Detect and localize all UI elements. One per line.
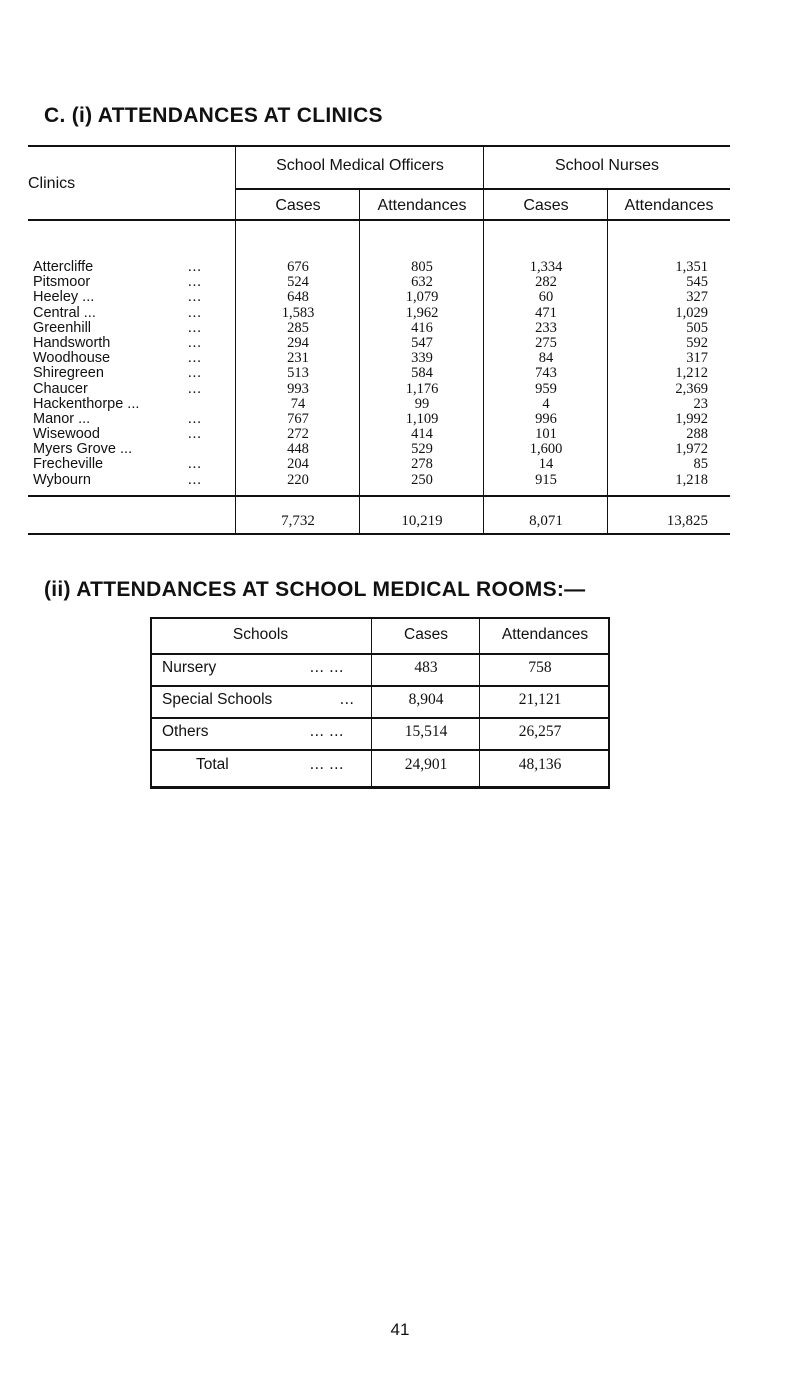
header-clinics: Clinics bbox=[28, 175, 76, 192]
attendances-value: 48,136 bbox=[518, 756, 562, 773]
leader-dots: ... bbox=[188, 380, 202, 397]
leader-dots: ... bbox=[340, 691, 355, 708]
sn-cases: 1,600 bbox=[529, 441, 563, 458]
sn-attendances: 505 bbox=[686, 319, 708, 336]
sn-attendances: 288 bbox=[686, 426, 708, 443]
sn-cases: 233 bbox=[535, 319, 557, 336]
cases-value: 24,901 bbox=[404, 756, 448, 773]
smo-cases: 285 bbox=[287, 319, 309, 336]
clinic-name: Heeley ... bbox=[33, 289, 95, 306]
smo-cases: 524 bbox=[287, 274, 309, 291]
header-sn-cases: Cases bbox=[523, 197, 569, 214]
table-row bbox=[28, 336, 730, 351]
smo-attendances: 1,079 bbox=[405, 289, 439, 306]
header-cases: Cases bbox=[404, 626, 448, 643]
total-smo-cases: 7,732 bbox=[281, 513, 315, 529]
leader-dots: ... bbox=[188, 334, 202, 351]
smo-attendances: 584 bbox=[411, 365, 433, 382]
table-row bbox=[28, 412, 730, 427]
header-schools: Schools bbox=[232, 626, 289, 643]
table-row bbox=[28, 321, 730, 336]
table-bottom-rule bbox=[28, 533, 730, 535]
attendances-value: 26,257 bbox=[518, 723, 562, 740]
row-rule bbox=[150, 685, 610, 687]
clinic-name: Chaucer bbox=[33, 380, 88, 397]
cases-value: 15,514 bbox=[404, 723, 448, 740]
header-school-medical-officers: School Medical Officers bbox=[276, 157, 444, 174]
table-row bbox=[28, 442, 730, 457]
school-type: Special Schools bbox=[162, 691, 273, 708]
clinic-name: Wisewood bbox=[33, 426, 100, 443]
sn-attendances: 1,992 bbox=[675, 410, 708, 427]
leader-dots: ... bbox=[188, 274, 202, 291]
sn-attendances: 327 bbox=[686, 289, 708, 306]
smo-attendances: 547 bbox=[411, 334, 433, 351]
leader-dots: ... bbox=[188, 426, 202, 443]
smo-cases: 220 bbox=[287, 471, 309, 488]
clinic-name: Greenhill bbox=[33, 319, 92, 336]
total-label: Total bbox=[196, 756, 229, 773]
clinic-name: Wybourn bbox=[33, 471, 91, 488]
sn-cases: 471 bbox=[535, 304, 557, 321]
table-top-rule bbox=[150, 617, 610, 619]
smo-cases: 1,583 bbox=[281, 304, 315, 321]
total-smo-attendances: 10,219 bbox=[401, 513, 443, 529]
sn-attendances: 2,369 bbox=[675, 380, 708, 397]
leader-dots: ... ... bbox=[310, 659, 345, 676]
smo-cases: 993 bbox=[287, 380, 309, 397]
leader-dots: ... bbox=[188, 259, 202, 275]
sn-attendances: 1,972 bbox=[675, 441, 708, 458]
smo-cases: 676 bbox=[287, 259, 309, 275]
smo-cases: 294 bbox=[287, 334, 309, 351]
table-row bbox=[28, 366, 730, 381]
table-row bbox=[28, 351, 730, 366]
sn-attendances: 1,212 bbox=[675, 365, 708, 382]
smo-attendances: 1,109 bbox=[405, 410, 439, 427]
header-sn-attendances: Attendances bbox=[624, 197, 714, 214]
smo-cases: 74 bbox=[290, 395, 306, 412]
clinic-name: Shiregreen bbox=[33, 365, 104, 382]
sn-cases: 101 bbox=[535, 426, 557, 443]
header-smo-cases: Cases bbox=[275, 197, 321, 214]
smo-attendances: 1,176 bbox=[405, 380, 439, 397]
smo-cases: 767 bbox=[287, 410, 309, 427]
sn-cases: 84 bbox=[538, 350, 554, 367]
sn-attendances: 23 bbox=[693, 395, 708, 412]
sn-attendances: 317 bbox=[686, 350, 708, 367]
smo-attendances: 416 bbox=[411, 319, 433, 336]
table-row bbox=[28, 382, 730, 397]
clinic-name: Handsworth bbox=[33, 334, 111, 351]
sn-attendances: 592 bbox=[686, 334, 708, 351]
table-bottom-rule bbox=[150, 786, 610, 789]
smo-cases: 272 bbox=[287, 426, 309, 443]
leader-dots: ... bbox=[188, 471, 202, 488]
smo-attendances: 99 bbox=[414, 395, 430, 412]
table-row bbox=[28, 260, 730, 275]
table-row bbox=[28, 275, 730, 290]
school-type: Others bbox=[162, 723, 209, 740]
clinic-name: Attercliffe bbox=[33, 259, 94, 275]
smo-attendances: 805 bbox=[411, 259, 433, 275]
totals-rule bbox=[28, 495, 730, 497]
sn-cases: 1,334 bbox=[529, 259, 563, 275]
sn-cases: 959 bbox=[535, 380, 557, 397]
smo-attendances: 278 bbox=[411, 456, 433, 473]
smo-attendances: 339 bbox=[411, 350, 433, 367]
table-row bbox=[28, 457, 730, 472]
table-row bbox=[28, 473, 730, 488]
sn-attendances: 85 bbox=[693, 456, 708, 473]
total-sn-cases: 8,071 bbox=[529, 513, 563, 529]
header-smo-attendances: Attendances bbox=[377, 197, 467, 214]
clinic-name: Manor ... bbox=[33, 410, 91, 427]
table-row bbox=[28, 306, 730, 321]
smo-cases: 513 bbox=[287, 365, 309, 382]
medical-rooms-table bbox=[150, 617, 610, 789]
leader-dots: ... bbox=[188, 456, 202, 473]
clinic-name: Woodhouse bbox=[33, 350, 111, 367]
page-number: 41 bbox=[390, 1320, 410, 1339]
section-2-title: (ii) ATTENDANCES AT SCHOOL MEDICAL ROOMS:— bbox=[44, 578, 586, 601]
leader-dots: ... ... bbox=[310, 756, 345, 773]
smo-attendances: 529 bbox=[411, 441, 433, 458]
sn-cases: 915 bbox=[535, 471, 557, 488]
clinic-rows bbox=[28, 260, 730, 488]
clinic-name: Myers Grove ... bbox=[33, 441, 133, 458]
clinic-name: Hackenthorpe ... bbox=[33, 395, 140, 412]
sn-cases: 14 bbox=[538, 456, 554, 473]
leader-dots: ... bbox=[188, 289, 202, 306]
smo-attendances: 632 bbox=[411, 274, 433, 291]
smo-attendances: 414 bbox=[411, 426, 433, 443]
sn-attendances: 545 bbox=[686, 274, 708, 291]
cases-value: 483 bbox=[414, 659, 438, 676]
sn-cases: 282 bbox=[535, 274, 557, 291]
smo-cases: 648 bbox=[287, 289, 309, 306]
sn-cases: 60 bbox=[538, 289, 554, 306]
row-rule bbox=[150, 749, 610, 751]
leader-dots: ... bbox=[188, 319, 202, 336]
table-row bbox=[28, 397, 730, 412]
leader-dots: ... bbox=[188, 304, 202, 321]
smo-attendances: 1,962 bbox=[405, 304, 439, 321]
clinic-name: Central ... bbox=[33, 304, 96, 321]
row-rule bbox=[150, 717, 610, 719]
leader-dots: ... bbox=[188, 365, 202, 382]
clinic-name: Frecheville bbox=[33, 456, 104, 473]
header-school-nurses: School Nurses bbox=[554, 157, 660, 174]
table-row bbox=[28, 290, 730, 305]
table-top-rule bbox=[28, 145, 730, 147]
sn-attendances: 1,351 bbox=[675, 259, 708, 275]
leader-dots: ... bbox=[188, 410, 202, 427]
section-1-title: C. (i) ATTENDANCES AT CLINICS bbox=[44, 104, 383, 127]
smo-cases: 231 bbox=[287, 350, 309, 367]
clinics-attendance-table bbox=[28, 145, 730, 535]
leader-dots: ... ... bbox=[310, 723, 345, 740]
leader-dots: ... bbox=[188, 350, 202, 367]
smo-cases: 448 bbox=[287, 441, 309, 458]
cases-value: 8,904 bbox=[408, 691, 444, 708]
header-bottom-rule bbox=[28, 219, 730, 221]
header-rule bbox=[150, 653, 610, 655]
smo-cases: 204 bbox=[287, 456, 309, 473]
attendances-value: 758 bbox=[528, 659, 552, 676]
header-attendances: Attendances bbox=[501, 626, 589, 643]
attendances-value: 21,121 bbox=[518, 691, 562, 708]
sn-cases: 743 bbox=[535, 365, 557, 382]
total-sn-attendances: 13,825 bbox=[666, 513, 708, 529]
sn-attendances: 1,218 bbox=[675, 471, 708, 488]
clinic-name: Pitsmoor bbox=[33, 274, 91, 291]
sn-cases: 996 bbox=[535, 410, 557, 427]
sn-cases: 4 bbox=[542, 395, 550, 412]
sn-cases: 275 bbox=[535, 334, 557, 351]
smo-attendances: 250 bbox=[411, 471, 433, 488]
table-row bbox=[28, 427, 730, 442]
school-type: Nursery bbox=[162, 659, 217, 676]
sn-attendances: 1,029 bbox=[675, 304, 708, 321]
